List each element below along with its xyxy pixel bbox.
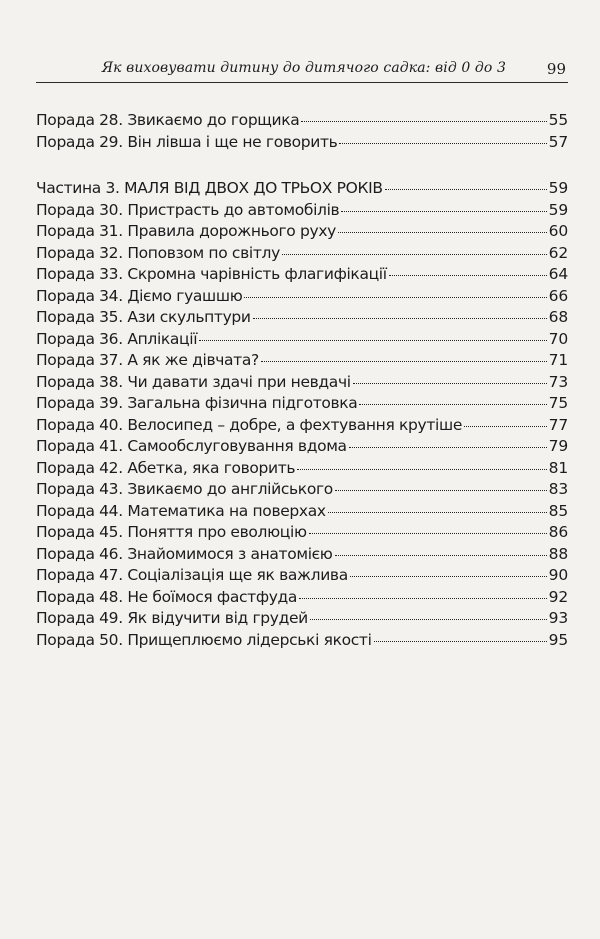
toc-entry-title: Порада 30. Пристрасть до автомобілів bbox=[36, 200, 340, 219]
toc-entry-page: 86 bbox=[548, 523, 568, 541]
toc-entry bbox=[36, 178, 568, 200]
toc-entry-title: Порада 36. Аплікації bbox=[36, 329, 198, 348]
toc-entry-title: Порада 40. Велосипед – добре, а фехтування крутіше bbox=[36, 415, 462, 434]
toc-entry-title: Порада 38. Чи давати здачі при невдачі bbox=[36, 372, 351, 391]
toc-entry bbox=[36, 565, 568, 587]
toc-entry bbox=[36, 522, 568, 544]
toc-entry-title: Порада 47. Соціалізація ще як важлива bbox=[36, 566, 348, 584]
toc-entry-page: 85 bbox=[548, 501, 568, 520]
toc-entry bbox=[36, 630, 568, 652]
dot-leader bbox=[328, 512, 547, 513]
toc-entry-title: Порада 29. Він лівша і ще не говорить bbox=[36, 132, 338, 151]
toc-entry-page: 88 bbox=[548, 544, 568, 563]
toc-entry bbox=[36, 372, 568, 394]
toc-entry-page: 81 bbox=[548, 458, 568, 477]
toc-entry bbox=[36, 264, 568, 286]
toc-entry bbox=[36, 608, 568, 630]
toc-entry-page: 90 bbox=[548, 566, 568, 584]
toc-entry-page: 57 bbox=[548, 132, 568, 151]
running-header bbox=[36, 58, 568, 83]
dot-leader bbox=[349, 447, 547, 448]
dot-leader bbox=[299, 598, 547, 599]
dot-leader bbox=[464, 426, 547, 427]
toc-entry bbox=[36, 350, 568, 372]
dot-leader bbox=[359, 404, 546, 405]
toc-entry bbox=[36, 110, 568, 132]
dot-leader bbox=[199, 340, 547, 341]
toc-entry bbox=[36, 436, 568, 458]
toc-entry-title: Порада 41. Самообслуговування вдома bbox=[36, 437, 347, 455]
toc-entry-page: 59 bbox=[548, 179, 568, 197]
toc-entry-page: 59 bbox=[548, 200, 568, 219]
toc-entry-page: 55 bbox=[548, 111, 568, 129]
toc-entry-page: 77 bbox=[548, 415, 568, 434]
toc-entry bbox=[36, 200, 568, 222]
toc-entry bbox=[36, 501, 568, 523]
toc-entry-title: Порада 44. Математика на поверхах bbox=[36, 501, 326, 520]
table-of-contents bbox=[36, 110, 568, 651]
dot-leader bbox=[335, 555, 547, 556]
toc-entry bbox=[36, 329, 568, 351]
dot-leader bbox=[339, 143, 546, 144]
page-number: 99 bbox=[546, 60, 566, 78]
toc-entry bbox=[36, 286, 568, 308]
dot-leader bbox=[244, 297, 546, 298]
toc-entry-title: Частина 3. МАЛЯ ВІД ДВОХ ДО ТРЬОХ РОКІВ bbox=[36, 179, 383, 197]
toc-entry-title: Порада 49. Як відучити від грудей bbox=[36, 609, 308, 627]
toc-entry bbox=[36, 479, 568, 501]
toc-gap bbox=[36, 153, 568, 178]
toc-entry-page: 93 bbox=[548, 609, 568, 627]
toc-entry-page: 71 bbox=[548, 351, 568, 369]
dot-leader bbox=[301, 121, 546, 122]
toc-entry-page: 95 bbox=[548, 630, 568, 649]
toc-entry-page: 66 bbox=[548, 286, 568, 305]
toc-entry-title: Порада 37. А як же дівчата? bbox=[36, 351, 259, 369]
toc-entry-title: Порада 28. Звикаємо до горщика bbox=[36, 111, 300, 129]
toc-entry-page: 62 bbox=[548, 243, 568, 262]
running-title: Як виховувати дитину до дитячого садка: від 0 до 3 bbox=[101, 60, 506, 76]
toc-entry-title: Порада 46. Знайомимося з анатомією bbox=[36, 544, 333, 563]
toc-entry-title: Порада 42. Абетка, яка говорить bbox=[36, 458, 296, 477]
toc-entry-title: Порада 50. Прищеплюємо лідерські якості bbox=[36, 630, 372, 649]
toc-entry-title: Порада 34. Діємо гуашшю bbox=[36, 286, 243, 305]
toc-entry-title: Порада 32. Поповзом по світлу bbox=[36, 243, 280, 262]
toc-entry-page: 92 bbox=[548, 587, 568, 606]
toc-entry bbox=[36, 415, 568, 437]
toc-entry bbox=[36, 243, 568, 265]
dot-leader bbox=[338, 232, 547, 233]
dot-leader bbox=[309, 533, 547, 534]
toc-entry bbox=[36, 221, 568, 243]
dot-leader bbox=[282, 254, 547, 255]
dot-leader bbox=[297, 469, 546, 470]
toc-entry bbox=[36, 132, 568, 154]
toc-entry-page: 79 bbox=[548, 437, 568, 455]
toc-entry-title: Порада 35. Ази скульптури bbox=[36, 308, 251, 326]
toc-entry bbox=[36, 307, 568, 329]
dot-leader bbox=[310, 619, 547, 620]
toc-entry bbox=[36, 587, 568, 609]
toc-entry-page: 83 bbox=[548, 480, 568, 498]
toc-entry-page: 68 bbox=[548, 308, 568, 326]
toc-entry-page: 64 bbox=[548, 265, 568, 283]
dot-leader bbox=[261, 361, 547, 362]
toc-entry-title: Порада 48. Не боїмося фастфуда bbox=[36, 587, 298, 606]
toc-entry bbox=[36, 393, 568, 415]
dot-leader bbox=[253, 318, 547, 319]
toc-entry-title: Порада 43. Звикаємо до англійського bbox=[36, 480, 333, 498]
toc-entry bbox=[36, 544, 568, 566]
toc-entry-page: 60 bbox=[548, 222, 568, 240]
dot-leader bbox=[374, 641, 547, 642]
toc-entry-title: Порада 31. Правила дорожнього руху bbox=[36, 222, 336, 240]
toc-entry-page: 75 bbox=[548, 394, 568, 412]
toc-entry-title: Порада 39. Загальна фізична підготовка bbox=[36, 394, 358, 412]
dot-leader bbox=[350, 576, 547, 577]
dot-leader bbox=[385, 189, 547, 190]
toc-entry bbox=[36, 458, 568, 480]
dot-leader bbox=[353, 383, 547, 384]
dot-leader bbox=[389, 275, 547, 276]
toc-entry-title: Порада 33. Скромна чарівність флагифікації bbox=[36, 265, 387, 283]
dot-leader bbox=[341, 211, 546, 212]
dot-leader bbox=[335, 490, 547, 491]
toc-entry-title: Порада 45. Поняття про еволюцію bbox=[36, 523, 307, 541]
toc-entry-page: 70 bbox=[548, 329, 568, 348]
toc-entry-page: 73 bbox=[548, 372, 568, 391]
